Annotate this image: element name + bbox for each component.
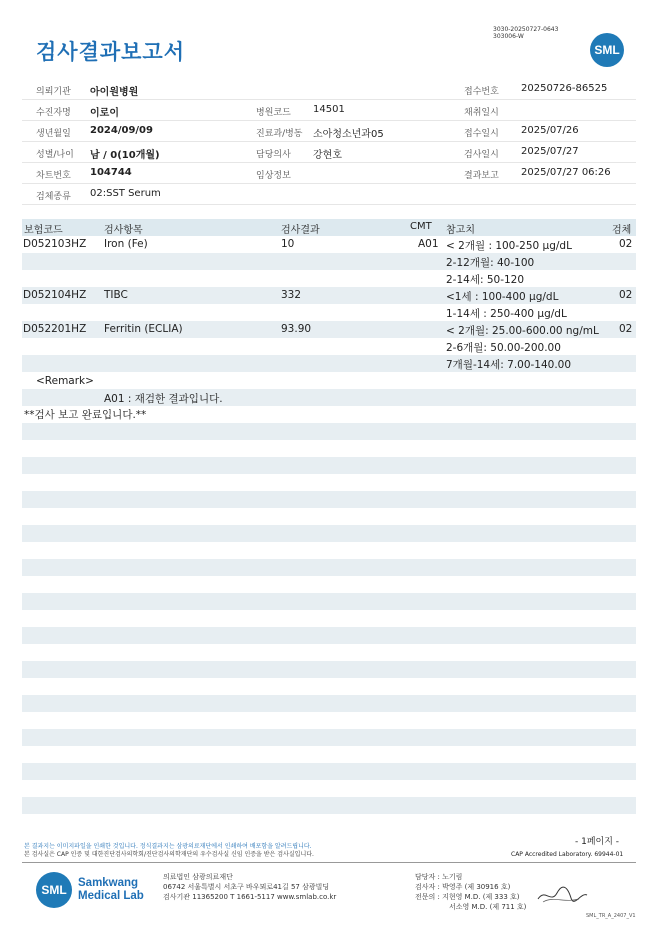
receipt-date-value: 2025/07/26	[521, 125, 579, 136]
hosp-code-label: 병원코드	[256, 108, 291, 118]
name-label: 수진자명	[36, 108, 71, 118]
document-id: 3030-20250727-0643 303006-W	[493, 26, 559, 40]
row-stripe	[22, 423, 636, 440]
row-stripe	[22, 780, 636, 797]
row-stripe	[22, 678, 636, 695]
row-stripe	[22, 576, 636, 593]
row-stripe	[22, 559, 636, 576]
receipt-no-value: 20250726-86525	[521, 83, 608, 94]
table-row	[22, 236, 636, 253]
row-stripe	[22, 610, 636, 627]
test-date-value: 2025/07/27	[521, 146, 579, 157]
row-stripe	[22, 746, 636, 763]
table-row	[22, 338, 636, 355]
footer-notes	[24, 843, 314, 859]
col-spec: 검체	[612, 225, 632, 236]
hosp-code-value: 14501	[313, 104, 345, 115]
row-code: D052201HZ	[23, 323, 87, 335]
table-row	[22, 270, 636, 287]
row-spec: 02	[619, 323, 633, 335]
collect-label: 채취일시	[464, 108, 499, 118]
row-ref: 2-14세: 50-120	[446, 274, 525, 286]
col-code: 보험코드	[24, 225, 63, 236]
specimen-value: 02:SST Serum	[90, 188, 161, 199]
lab-address: 의료법인 삼광의료재단 06742 서울특별시 서초구 바우뫼로41길 57 삼광빌딩 검사기관 11365200 T 1661-5117 www.smlab.co.kr	[163, 873, 337, 901]
row-ref: 2-6개월: 50.00-200.00	[446, 342, 561, 354]
table-row	[22, 253, 636, 270]
row-stripe	[22, 491, 636, 508]
info-row	[22, 184, 636, 205]
table-row	[22, 287, 636, 304]
info-row	[22, 100, 636, 121]
row-item: Iron (Fe)	[104, 238, 148, 250]
row-result: 332	[281, 289, 302, 301]
row-stripe	[22, 729, 636, 746]
row-code: D052104HZ	[23, 289, 87, 301]
row-stripe	[22, 814, 636, 831]
specimen-label: 검체종류	[36, 192, 71, 202]
doctor-value: 강현호	[313, 150, 342, 161]
form-number: SML_TR_A_2407_V1	[586, 913, 636, 919]
row-ref: < 2개월 : 100-250 μg/dL	[446, 240, 572, 252]
chart-label: 차트번호	[36, 171, 71, 181]
name-value: 이로이	[90, 108, 119, 119]
row-item: TIBC	[104, 289, 128, 301]
remark-row	[22, 372, 636, 389]
sex-age-label: 성별/나이	[36, 150, 74, 160]
row-ref: 1-14세 : 250-400 μg/dL	[446, 308, 567, 320]
row-stripe	[22, 542, 636, 559]
dept-label: 진료과/병동	[256, 129, 303, 139]
col-cmt: CMT	[410, 221, 432, 232]
row-stripe	[22, 797, 636, 814]
cap-accreditation: CAP Accredited Laboratory. 69944-01	[511, 851, 624, 858]
row-stripe	[22, 457, 636, 474]
row-cmt: A01	[418, 238, 439, 250]
sex-age-value: 남 / 0(10개월)	[90, 150, 160, 161]
table-row	[22, 304, 636, 321]
results-header	[22, 219, 636, 236]
doctor-label: 담당의사	[256, 150, 291, 160]
row-item: Ferritin (ECLIA)	[104, 323, 183, 335]
end-text: **검사 보고 완료입니다.**	[24, 409, 147, 421]
receipt-no-label: 접수번호	[464, 87, 499, 97]
row-ref: 7개월-14세: 7.00-140.00	[446, 359, 572, 371]
row-code: D052103HZ	[23, 238, 87, 250]
staff-info: 담당자 : 노기림 검사자 : 박영주 (제 30916 호) 전문의 : 지현영 M.D. (제 333 호) 서소영 M.D. (제 711 호)	[415, 873, 527, 911]
table-row	[22, 355, 636, 372]
clinical-label: 임상정보	[256, 171, 291, 181]
row-spec: 02	[619, 289, 633, 301]
row-spec: 02	[619, 238, 633, 250]
info-row	[22, 79, 636, 100]
info-row	[22, 121, 636, 142]
row-stripe	[22, 474, 636, 491]
info-row	[22, 163, 636, 184]
row-stripe	[22, 763, 636, 780]
info-row	[22, 142, 636, 163]
row-ref: <1세 : 100-400 μg/dL	[446, 291, 559, 303]
row-stripe	[22, 712, 636, 729]
footer-note-2: 본 검사실은 CAP 인증 및 대한진단검사의학회/진단검사의학재단의 우수검사실 신임 인증을 받은 검사실입니다.	[24, 851, 314, 858]
dob-label: 생년월일	[36, 129, 71, 139]
col-ref: 참고치	[446, 225, 475, 236]
col-result: 검사결과	[281, 225, 320, 236]
page-number: - 1페이지 -	[575, 837, 620, 847]
row-stripe	[22, 627, 636, 644]
sml-logo: SML	[590, 33, 624, 67]
dob-value: 2024/09/09	[90, 125, 153, 136]
row-stripe	[22, 695, 636, 712]
footer-note-1: 본 결과지는 이미지파일을 인쇄한 것입니다. 정식결과지는 삼광의료재단에서 인쇄하여 배포함을 알려드립니다.	[24, 843, 312, 850]
report-value: 2025/07/27 06:26	[521, 167, 611, 178]
test-date-label: 검사일시	[464, 150, 499, 160]
report-label: 결과보고	[464, 171, 499, 181]
signature-icon	[535, 884, 590, 906]
row-stripe	[22, 525, 636, 542]
remark-text: A01 : 재검한 결과입니다.	[104, 393, 223, 405]
patient-info	[22, 79, 636, 205]
row-stripe	[22, 661, 636, 678]
row-stripe	[22, 593, 636, 610]
row-ref: < 2개월: 25.00-600.00 ng/mL	[446, 325, 599, 337]
dept-value: 소아청소년과05	[313, 129, 384, 140]
end-row	[22, 406, 636, 423]
hospital-value: 아이원병원	[90, 87, 139, 98]
row-ref: 2-12개월: 40-100	[446, 257, 535, 269]
row-stripe	[22, 508, 636, 525]
remark-title: <Remark>	[36, 375, 94, 387]
hospital-label: 의뢰기관	[36, 87, 71, 97]
row-result: 93.90	[281, 323, 312, 335]
footer-divider	[22, 862, 636, 863]
brand-name: Samkwang Medical Lab	[78, 877, 144, 902]
table-row	[22, 321, 636, 338]
row-stripe	[22, 440, 636, 457]
remark-row	[22, 389, 636, 406]
col-item: 검사항목	[104, 225, 143, 236]
sml-logo-footer: SML	[36, 872, 72, 908]
chart-value: 104744	[90, 167, 132, 178]
report-title: 검사결과보고서	[36, 40, 186, 64]
receipt-date-label: 접수일시	[464, 129, 499, 139]
row-stripe	[22, 644, 636, 661]
row-result: 10	[281, 238, 295, 250]
